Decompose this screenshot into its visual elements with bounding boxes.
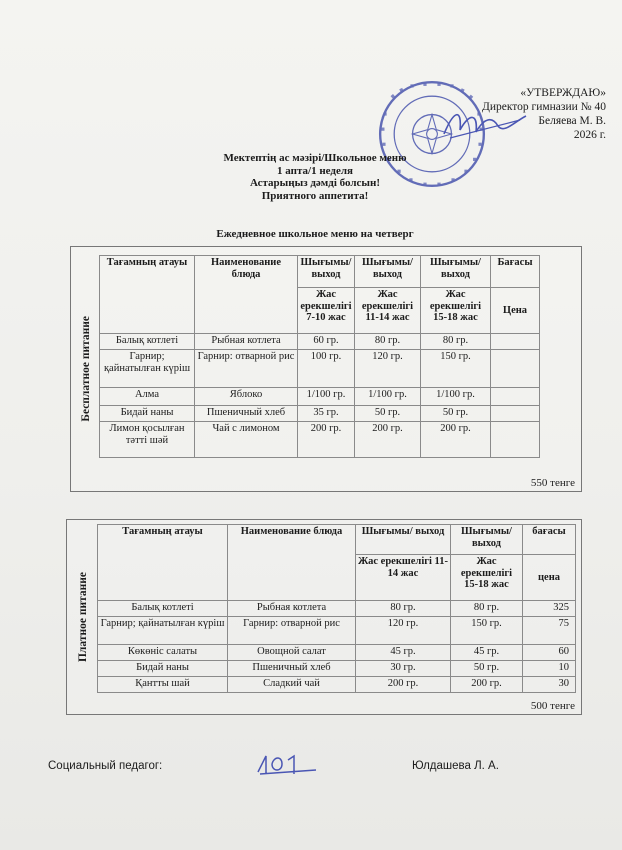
portion-11-14: 120 гр. bbox=[356, 617, 451, 645]
portion-11-14: 50 гр. bbox=[355, 406, 421, 422]
portion-7-10: 1/100 гр. bbox=[298, 388, 355, 406]
approval-date: 2026 г. bbox=[573, 129, 606, 141]
table-row bbox=[100, 388, 540, 406]
approval-block bbox=[456, 86, 606, 142]
dish-price: 75 bbox=[523, 617, 576, 645]
portion-7-10: 35 гр. bbox=[298, 406, 355, 422]
free-meal-total: 550 тенге bbox=[530, 477, 575, 489]
header-output-3: Шығымы/ выход bbox=[421, 256, 491, 288]
portion-11-14: 30 гр. bbox=[356, 661, 451, 677]
header-output-1: Шығымы/ выход bbox=[298, 256, 355, 288]
free-meal-sidebar bbox=[71, 247, 101, 491]
header-price-kz: Бағасы bbox=[491, 256, 540, 288]
header-price-ru: Цена bbox=[491, 288, 540, 334]
dish-name-ru: Гарнир: отварной рис bbox=[195, 350, 298, 388]
paid-meal-total: 500 тенге bbox=[530, 700, 575, 712]
table-row bbox=[98, 645, 576, 661]
portion-15-18: 80 гр. bbox=[451, 601, 523, 617]
dish-name-ru: Овощной салат bbox=[228, 645, 356, 661]
dish-name-ru: Гарнир: отварной рис bbox=[228, 617, 356, 645]
dish-name-kz: Гарнир; қайнатылған күріш bbox=[98, 617, 228, 645]
dish-name-kz: Көкөніс салаты bbox=[98, 645, 228, 661]
dish-name-ru: Сладкий чай bbox=[228, 677, 356, 693]
dish-name-kz: Гарнир; қайнатылған күріш bbox=[100, 350, 195, 388]
dish-name-kz: Алма bbox=[100, 388, 195, 406]
portion-15-18: 200 гр. bbox=[421, 422, 491, 458]
dish-price: 325 bbox=[523, 601, 576, 617]
header-age-11-14: Жас ерекшелігі 11-14 жас bbox=[356, 555, 451, 601]
header-price-kz: бағасы bbox=[523, 525, 576, 555]
dish-name-ru: Рыбная котлета bbox=[195, 334, 298, 350]
menu-subtitle: Ежедневное школьное меню на четверг bbox=[216, 228, 414, 240]
header-price-ru: цена bbox=[523, 555, 576, 601]
dish-name-kz: Қантты шай bbox=[98, 677, 228, 693]
portion-11-14: 200 гр. bbox=[356, 677, 451, 693]
dish-price: 30 bbox=[523, 677, 576, 693]
paid-meal-sidebar bbox=[67, 520, 99, 714]
approval-name: Беляева М. В. bbox=[538, 115, 606, 127]
dish-name-kz: Бидай наны bbox=[98, 661, 228, 677]
dish-name-ru: Пшеничный хлеб bbox=[228, 661, 356, 677]
dish-name-ru: Яблоко bbox=[195, 388, 298, 406]
dish-name-ru: Пшеничный хлеб bbox=[195, 406, 298, 422]
dish-price: 10 bbox=[523, 661, 576, 677]
free-meal-label: Бесплатное питание bbox=[80, 316, 92, 422]
dish-price bbox=[491, 350, 540, 388]
approval-director: Директор гимназии № 40 bbox=[481, 101, 606, 113]
table-row bbox=[98, 601, 576, 617]
title-line-2: 1 апта/1 неделя bbox=[277, 164, 353, 177]
free-meal-block bbox=[70, 246, 582, 492]
free-meal-table bbox=[99, 255, 540, 458]
dish-name-kz: Лимон қосылған тәтті шәй bbox=[100, 422, 195, 458]
dish-name-ru: Рыбная котлета bbox=[228, 601, 356, 617]
table-row bbox=[98, 661, 576, 677]
paid-meal-table bbox=[97, 524, 576, 693]
dish-price bbox=[491, 422, 540, 458]
portion-15-18: 200 гр. bbox=[451, 677, 523, 693]
portion-11-14: 80 гр. bbox=[355, 334, 421, 350]
menu-titles bbox=[150, 152, 480, 202]
dish-price: 60 bbox=[523, 645, 576, 661]
table-row bbox=[98, 677, 576, 693]
portion-11-14: 1/100 гр. bbox=[355, 388, 421, 406]
portion-15-18: 80 гр. bbox=[421, 334, 491, 350]
portion-15-18: 50 гр. bbox=[451, 661, 523, 677]
header-name-kz: Тағамның атауы bbox=[100, 256, 195, 334]
paid-meal-label: Платное питание bbox=[77, 571, 89, 662]
dish-price bbox=[491, 388, 540, 406]
header-age-15-18: Жас ерекшелігі 15-18 жас bbox=[451, 555, 523, 601]
portion-7-10: 60 гр. bbox=[298, 334, 355, 350]
portion-15-18: 150 гр. bbox=[421, 350, 491, 388]
dish-price bbox=[491, 334, 540, 350]
header-age-15-18: Жас ерекшелігі 15-18 жас bbox=[421, 288, 491, 334]
table-row bbox=[98, 617, 576, 645]
portion-11-14: 120 гр. bbox=[355, 350, 421, 388]
approval-title: «УТВЕРЖДАЮ» bbox=[520, 87, 606, 99]
portion-11-14: 45 гр. bbox=[356, 645, 451, 661]
portion-11-14: 200 гр. bbox=[355, 422, 421, 458]
header-output-2: Шығымы/ выход bbox=[355, 256, 421, 288]
social-pedagogue-signature bbox=[252, 750, 322, 778]
title-line-3: Астарыңыз дәмді болсын! bbox=[249, 177, 381, 190]
portion-11-14: 80 гр. bbox=[356, 601, 451, 617]
dish-price bbox=[491, 406, 540, 422]
dish-name-kz: Балық котлеті bbox=[98, 601, 228, 617]
dish-name-kz: Балық котлеті bbox=[100, 334, 195, 350]
header-output-1: Шығымы/ выход bbox=[356, 525, 451, 555]
paid-meal-block bbox=[66, 519, 582, 715]
portion-15-18: 45 гр. bbox=[451, 645, 523, 661]
portion-7-10: 100 гр. bbox=[298, 350, 355, 388]
title-line-4: Приятного аппетита! bbox=[261, 189, 369, 202]
portion-7-10: 200 гр. bbox=[298, 422, 355, 458]
portion-15-18: 1/100 гр. bbox=[421, 388, 491, 406]
header-name-ru: Наименование блюда bbox=[195, 256, 298, 334]
header-output-2: Шығымы/ выход bbox=[451, 525, 523, 555]
footer-role: Социальный педагог: bbox=[48, 760, 163, 772]
table-row bbox=[100, 406, 540, 422]
table-row bbox=[100, 422, 540, 458]
footer-person: Юлдашева Л. А. bbox=[412, 760, 499, 772]
table-row bbox=[100, 334, 540, 350]
header-name-ru: Наименование блюда bbox=[228, 525, 356, 601]
portion-15-18: 150 гр. bbox=[451, 617, 523, 645]
portion-15-18: 50 гр. bbox=[421, 406, 491, 422]
title-line-1: Мектептің ас мәзірі/Школьное меню bbox=[223, 152, 407, 164]
header-age-11-14: Жас ерекшелігі 11-14 жас bbox=[355, 288, 421, 334]
header-name-kz: Тағамның атауы bbox=[98, 525, 228, 601]
table-row bbox=[100, 350, 540, 388]
dish-name-kz: Бидай наны bbox=[100, 406, 195, 422]
header-age-7-10: Жас ерекшелігі 7-10 жас bbox=[298, 288, 355, 334]
dish-name-ru: Чай с лимоном bbox=[195, 422, 298, 458]
